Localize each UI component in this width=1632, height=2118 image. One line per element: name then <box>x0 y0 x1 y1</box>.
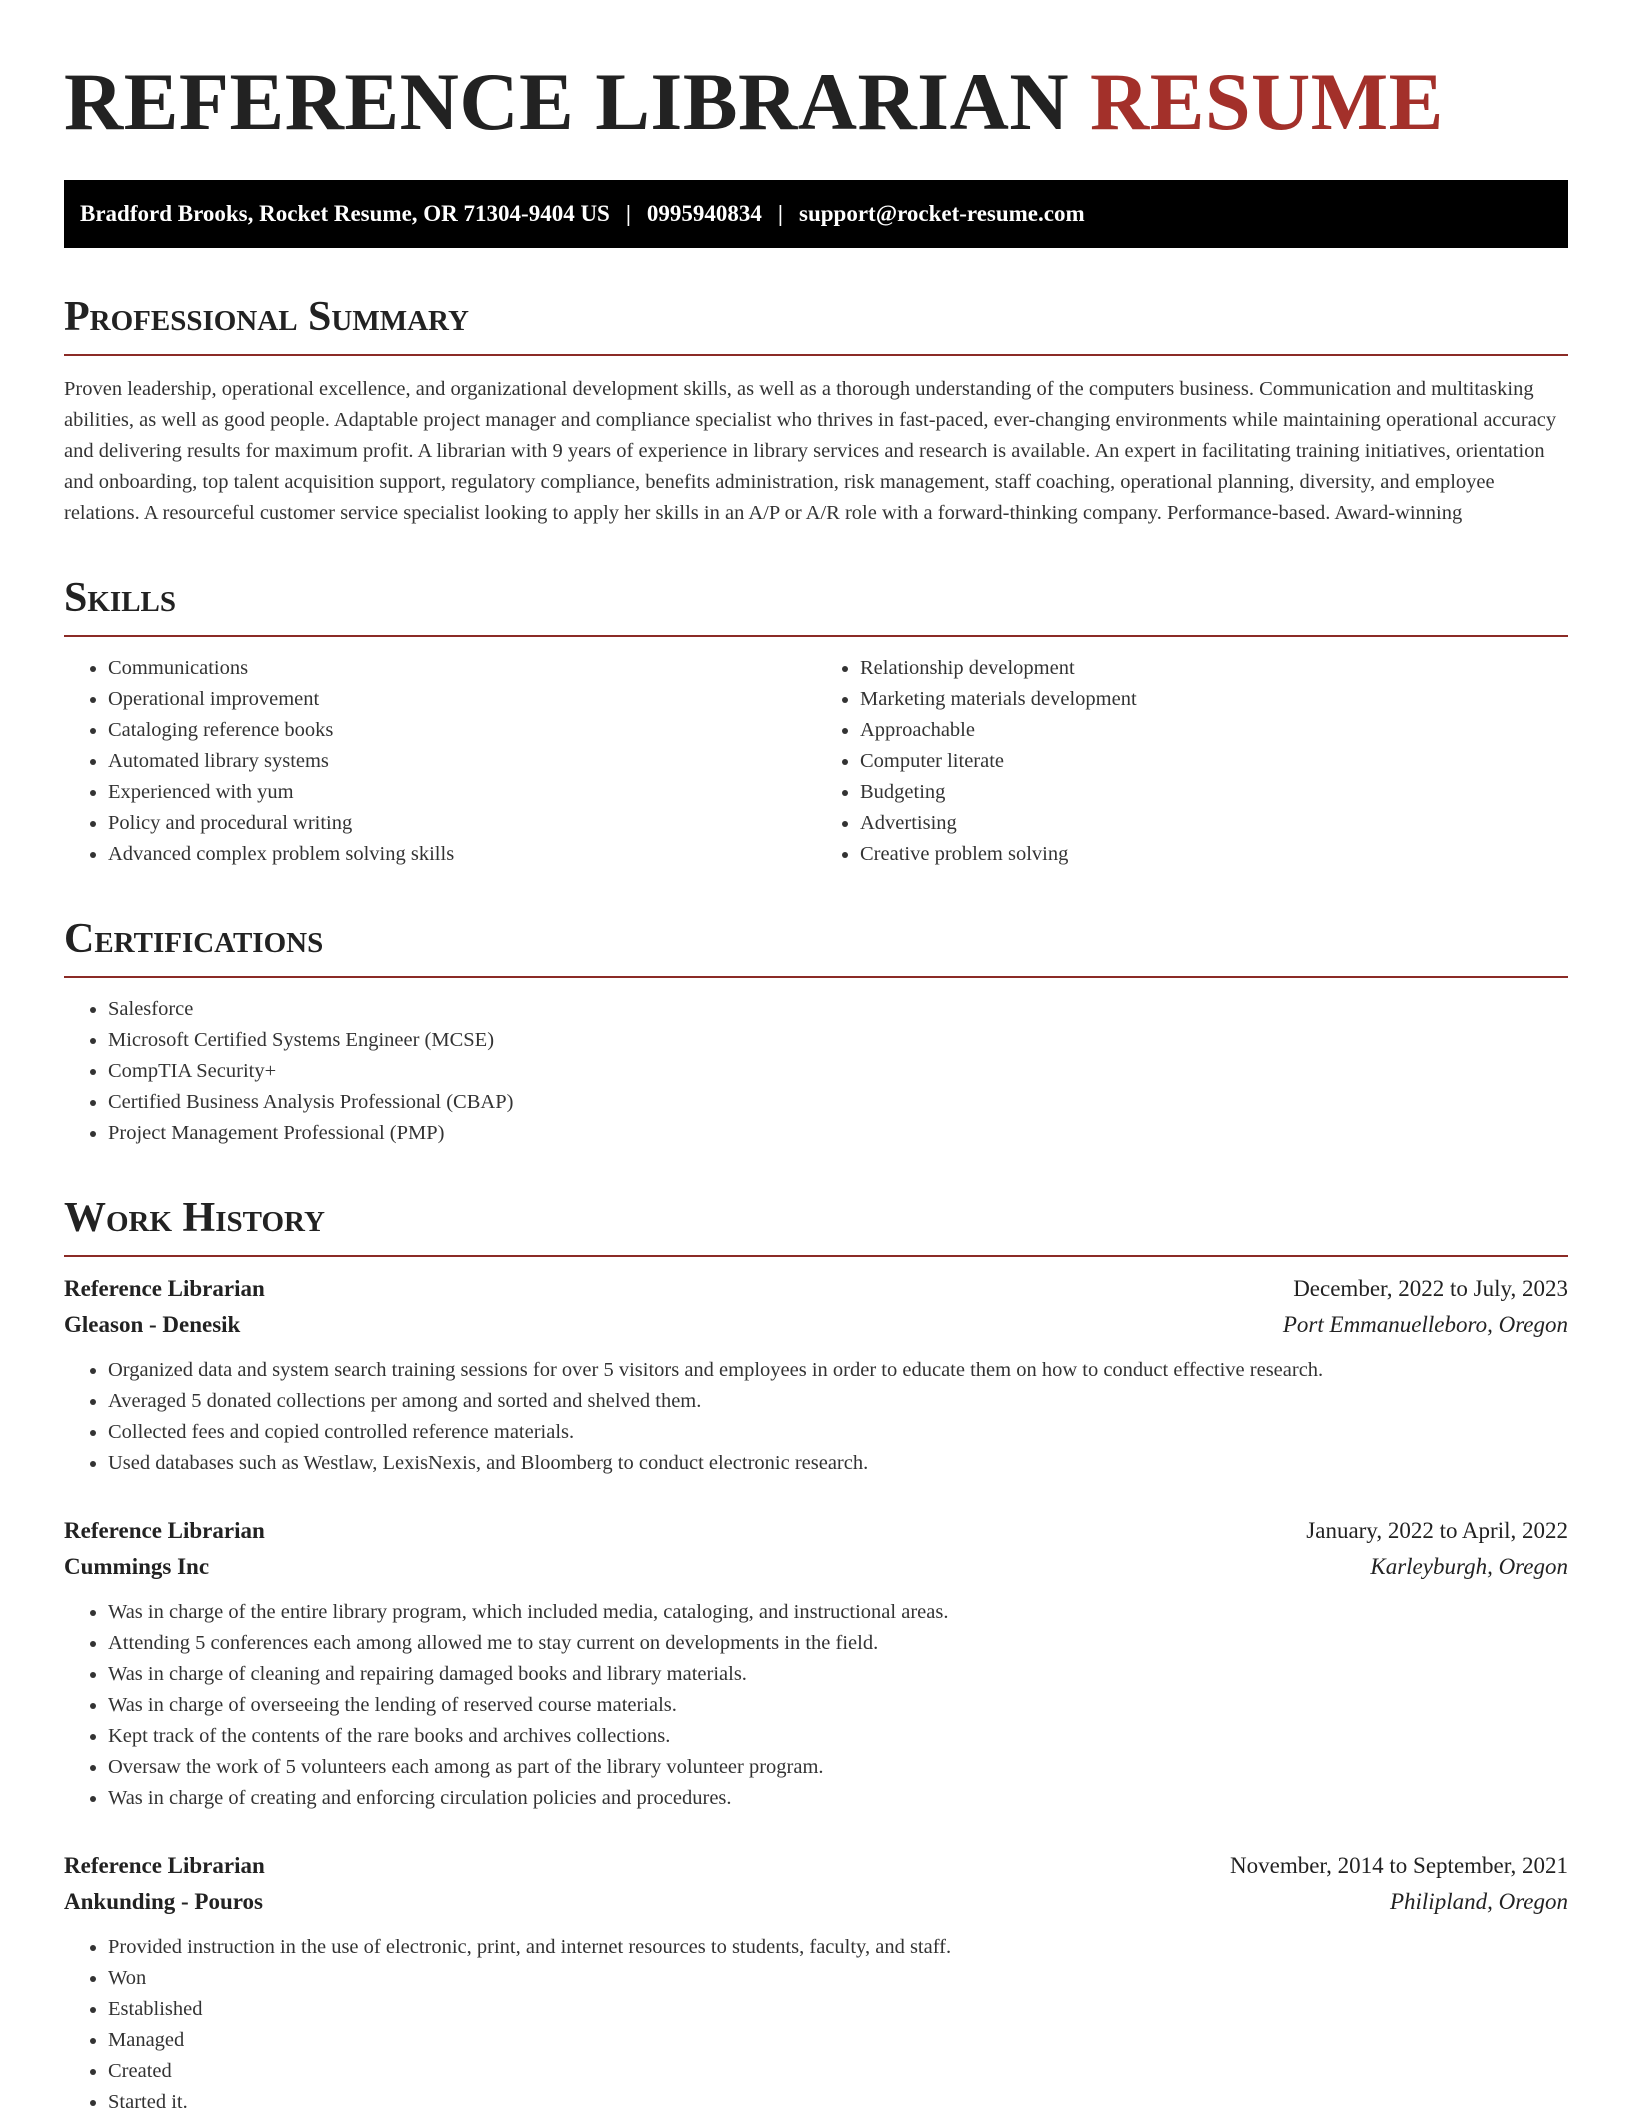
job-company-row <box>64 1307 1568 1343</box>
job-duty: • Managed <box>108 2025 1568 2056</box>
contact-phone: 0995940834 <box>646 201 762 226</box>
skill-item: • Computer literate <box>860 746 1568 777</box>
certification-item: • Certified Business Analysis Professional (CBAP) <box>108 1087 1568 1118</box>
job-duty: • Created <box>108 2056 1568 2087</box>
job-duty: • Averaged 5 donated collections per among and sorted and shelved them. <box>108 1386 1568 1417</box>
skill-item: • Experienced with yum <box>108 777 816 808</box>
job-company: Gleason - Denesik <box>64 1312 241 1337</box>
job-duty: • Organized data and system search training sessions for over 5 visitors and employees in order to educate them on how to conduct effective research. <box>108 1355 1568 1386</box>
job-company-row <box>64 1549 1568 1585</box>
resume-title-main: REFERENCE LIBRARIAN <box>64 56 1070 147</box>
job-header-row <box>64 1271 1568 1307</box>
contact-email: support@rocket-resume.com <box>799 201 1085 226</box>
skill-item: • Creative problem solving <box>860 839 1568 870</box>
job-header-row <box>64 1513 1568 1549</box>
summary-heading: Professional Summary <box>64 292 1568 356</box>
job-duty: • Used databases such as Westlaw, LexisNexis, and Bloomberg to conduct electronic research. <box>108 1448 1568 1479</box>
job-duty: • Established <box>108 1994 1568 2025</box>
job-duty: • Won <box>108 1963 1568 1994</box>
job-title: Reference Librarian <box>64 1853 265 1878</box>
job-dates: November, 2014 to September, 2021 <box>1230 1853 1568 1878</box>
certifications-list <box>64 994 1568 1149</box>
job-duty: • Collected fees and copied controlled reference materials. <box>108 1417 1568 1448</box>
work-history-section <box>64 1193 1568 2118</box>
skill-item: • Relationship development <box>860 653 1568 684</box>
job-entry <box>64 1848 1568 2118</box>
job-entry <box>64 1513 1568 1814</box>
job-title: Reference Librarian <box>64 1518 265 1543</box>
job-company: Cummings Inc <box>64 1554 210 1579</box>
job-title: Reference Librarian <box>64 1276 265 1301</box>
certifications-section <box>64 914 1568 1149</box>
job-duty: • Provided instruction in the use of electronic, print, and internet resources to students, faculty, and staff. <box>108 1932 1568 1963</box>
skill-item: • Automated library systems <box>108 746 816 777</box>
job-duties-list <box>64 1597 1568 1814</box>
skills-list-left <box>64 653 816 870</box>
skill-item: • Budgeting <box>860 777 1568 808</box>
skill-item: • Policy and procedural writing <box>108 808 816 839</box>
contact-separator: | <box>625 201 631 226</box>
job-header-row <box>64 1848 1568 1884</box>
skills-grid <box>64 637 1568 870</box>
job-duty: • Was in charge of the entire library program, which included media, cataloging, and instructional areas. <box>108 1597 1568 1628</box>
skill-item: • Advanced complex problem solving skills <box>108 839 816 870</box>
skill-item: • Operational improvement <box>108 684 816 715</box>
job-duty: • Started it. <box>108 2087 1568 2118</box>
job-dates: January, 2022 to April, 2022 <box>1306 1518 1568 1543</box>
work-history-heading: Work History <box>64 1193 1568 1257</box>
job-duty: • Was in charge of cleaning and repairing damaged books and library materials. <box>108 1659 1568 1690</box>
contact-address: Bradford Brooks, Rocket Resume, OR 71304-9404 US <box>80 201 610 226</box>
resume-title-accent: RESUME <box>1090 56 1444 147</box>
job-duty: • Oversaw the work of 5 volunteers each among as part of the library volunteer program. <box>108 1752 1568 1783</box>
job-company-row <box>64 1884 1568 1920</box>
certification-item: • Salesforce <box>108 994 1568 1025</box>
resume-title <box>64 52 1568 152</box>
job-duty: • Attending 5 conferences each among allowed me to stay current on developments in the field. <box>108 1628 1568 1659</box>
job-location: Philipland, Oregon <box>1389 1889 1568 1914</box>
skill-item: • Communications <box>108 653 816 684</box>
certification-item: • Project Management Professional (PMP) <box>108 1118 1568 1149</box>
job-location: Port Emmanuelleboro, Oregon <box>1282 1312 1568 1337</box>
certification-item: • CompTIA Security+ <box>108 1056 1568 1087</box>
skill-item: • Advertising <box>860 808 1568 839</box>
job-entry <box>64 1271 1568 1479</box>
job-location: Karleyburgh, Oregon <box>1370 1554 1568 1579</box>
skills-list-right <box>816 653 1568 870</box>
skills-heading: Skills <box>64 573 1568 637</box>
skill-item: • Marketing materials development <box>860 684 1568 715</box>
summary-section <box>64 292 1568 529</box>
certifications-heading: Certifications <box>64 914 1568 978</box>
job-duty: • Was in charge of overseeing the lending of reserved course materials. <box>108 1690 1568 1721</box>
job-company: Ankunding - Pouros <box>64 1889 263 1914</box>
contact-bar <box>64 180 1568 248</box>
job-dates: December, 2022 to July, 2023 <box>1293 1276 1568 1301</box>
skill-item: • Cataloging reference books <box>108 715 816 746</box>
skill-item: • Approachable <box>860 715 1568 746</box>
job-duties-list <box>64 1355 1568 1479</box>
job-duty: • Kept track of the contents of the rare books and archives collections. <box>108 1721 1568 1752</box>
skills-section <box>64 573 1568 870</box>
job-duties-list <box>64 1932 1568 2118</box>
certification-item: • Microsoft Certified Systems Engineer (MCSE) <box>108 1025 1568 1056</box>
job-duty: • Was in charge of creating and enforcing circulation policies and procedures. <box>108 1783 1568 1814</box>
summary-text: Proven leadership, operational excellence, and organizational development skills, as well as a thorough understanding of the computers business. Communication and multitasking abilities, as well as good people. Adaptable project manager and compliance specialist who thrives in fast-paced, ever-changing environments while maintaining operational accuracy and delivering results for maximum profit. A librarian with 9 years of experience in library services and research is available. An expert in facilitating training initiatives, orientation and onboarding, top talent acquisition support, regulatory compliance, benefits administration, risk management, staff coaching, operational planning, diversity, and employee relations. A resourceful customer service specialist looking to apply her skills in an A/P or A/R role with a forward-thinking company. Performance-based. Award-winning <box>64 378 1557 524</box>
contact-separator: | <box>777 201 783 226</box>
